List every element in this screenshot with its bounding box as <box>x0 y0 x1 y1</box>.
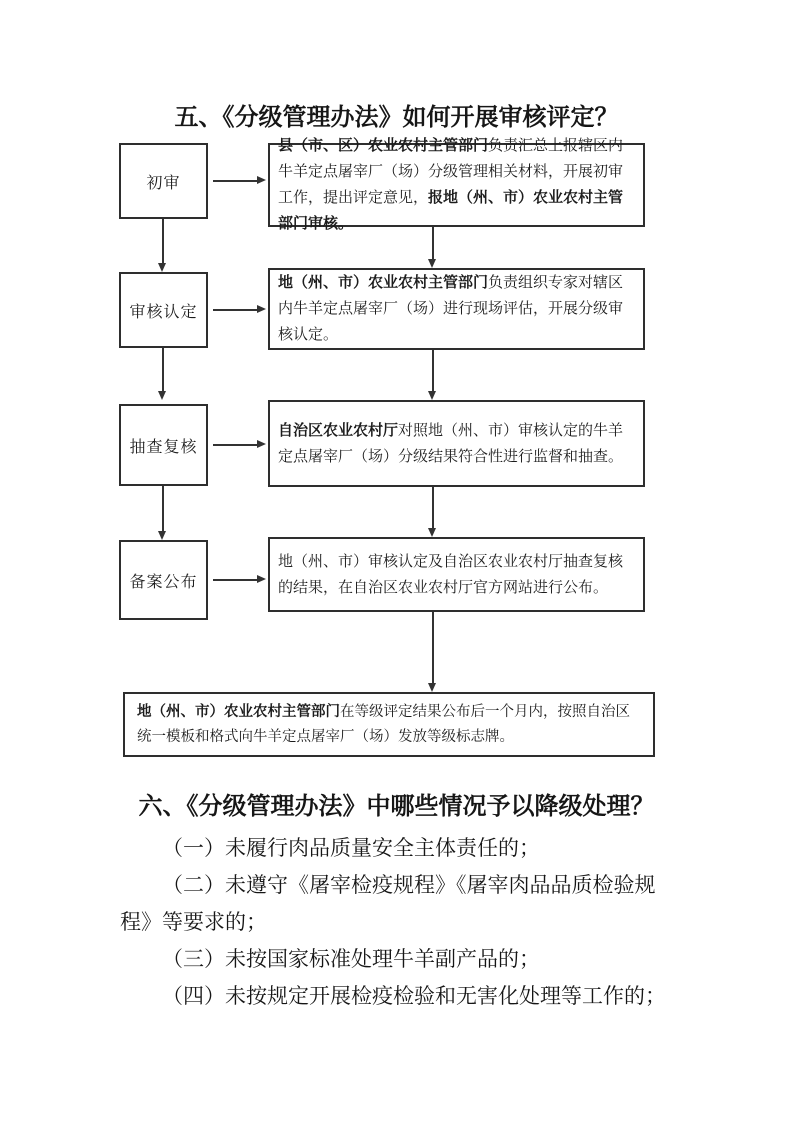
arrow-down-icon <box>162 219 164 264</box>
desc-text <box>278 270 635 348</box>
section5-title: 五、《分级管理办法》如何开展审核评定？ <box>174 104 619 131</box>
desc-text <box>278 133 635 237</box>
flow-stage-box-spot-check <box>119 404 208 486</box>
stage-label: 初审 <box>146 174 181 192</box>
section6-title: 六、《分级管理办法》中哪些情况予以降级处理？ <box>138 793 655 820</box>
arrow-right-icon <box>213 579 258 581</box>
list-item: （三）未按国家标准处理牛羊副产品的； <box>162 947 540 971</box>
list-item: （四）未按规定开展检疫检验和无害化处理等工作的； <box>162 984 666 1008</box>
stage-label: 备案公布 <box>129 573 198 591</box>
arrow-down-icon <box>432 612 434 684</box>
text-run: 地（州、市）审核认定及自治区农业农村厅抽查复核的结果，在自治区农业农村厅官方网站进行公布。 <box>278 553 624 596</box>
flow-stage-box-initial-review <box>119 143 208 219</box>
text-run: 在等级评定结果公布后一个月内，按照自治区统一模板和格式向牛羊定点屠宰厂（场）发放等级标志牌。 <box>137 703 630 745</box>
final-text <box>137 700 641 750</box>
text-run: 县（市、区）农业农村主管部门 <box>278 138 489 154</box>
list-item: （二）未遵守《屠宰检疫规程》《屠宰肉品品质检验规程》等要求的； <box>120 873 656 934</box>
downgrade-list <box>120 830 680 1015</box>
flow-final-box <box>123 692 655 757</box>
desc-text <box>278 418 635 470</box>
arrow-right-icon <box>213 444 258 446</box>
desc-text <box>278 549 635 601</box>
arrow-down-icon <box>432 227 434 260</box>
flow-stage-box-record-publish <box>119 540 208 620</box>
arrow-right-icon <box>213 180 258 182</box>
flow-desc-box-review-confirm <box>268 268 645 350</box>
arrow-down-icon <box>432 487 434 529</box>
arrow-down-icon <box>162 348 164 392</box>
arrow-right-icon <box>213 309 258 311</box>
text-run: 对照地（州、市）审核认定的牛羊定点屠宰厂（场）分级结果符合性进行监督和抽查。 <box>278 422 624 465</box>
text-run: 自治区农业农村厅 <box>278 422 399 439</box>
text-run: 负责汇总上报辖区内牛羊定点屠宰厂（场）分级管理相关材料，开展初审工作，提出评定意见， <box>278 138 624 206</box>
text-run: 地（州、市）农业农村主管部门 <box>137 703 340 720</box>
list-item: （一）未履行肉品质量安全主体责任的； <box>162 836 540 860</box>
arrow-down-icon <box>162 486 164 532</box>
stage-label: 审核认定 <box>129 303 198 321</box>
text-run: 地（州、市）农业农村主管部门 <box>278 275 489 291</box>
flow-stage-box-review-confirm <box>119 272 208 348</box>
flow-desc-box-record-publish <box>268 537 645 612</box>
flow-desc-box-spot-check <box>268 400 645 487</box>
arrow-down-icon <box>432 350 434 392</box>
text-run: 报地（州、市）农业农村主管部门审核。 <box>278 190 624 232</box>
flow-desc-box-initial-review <box>268 138 645 232</box>
text-run: 负责组织专家对辖区内牛羊定点屠宰厂（场）进行现场评估，开展分级审核认定。 <box>278 275 624 343</box>
stage-label: 抽查复核 <box>129 438 198 456</box>
